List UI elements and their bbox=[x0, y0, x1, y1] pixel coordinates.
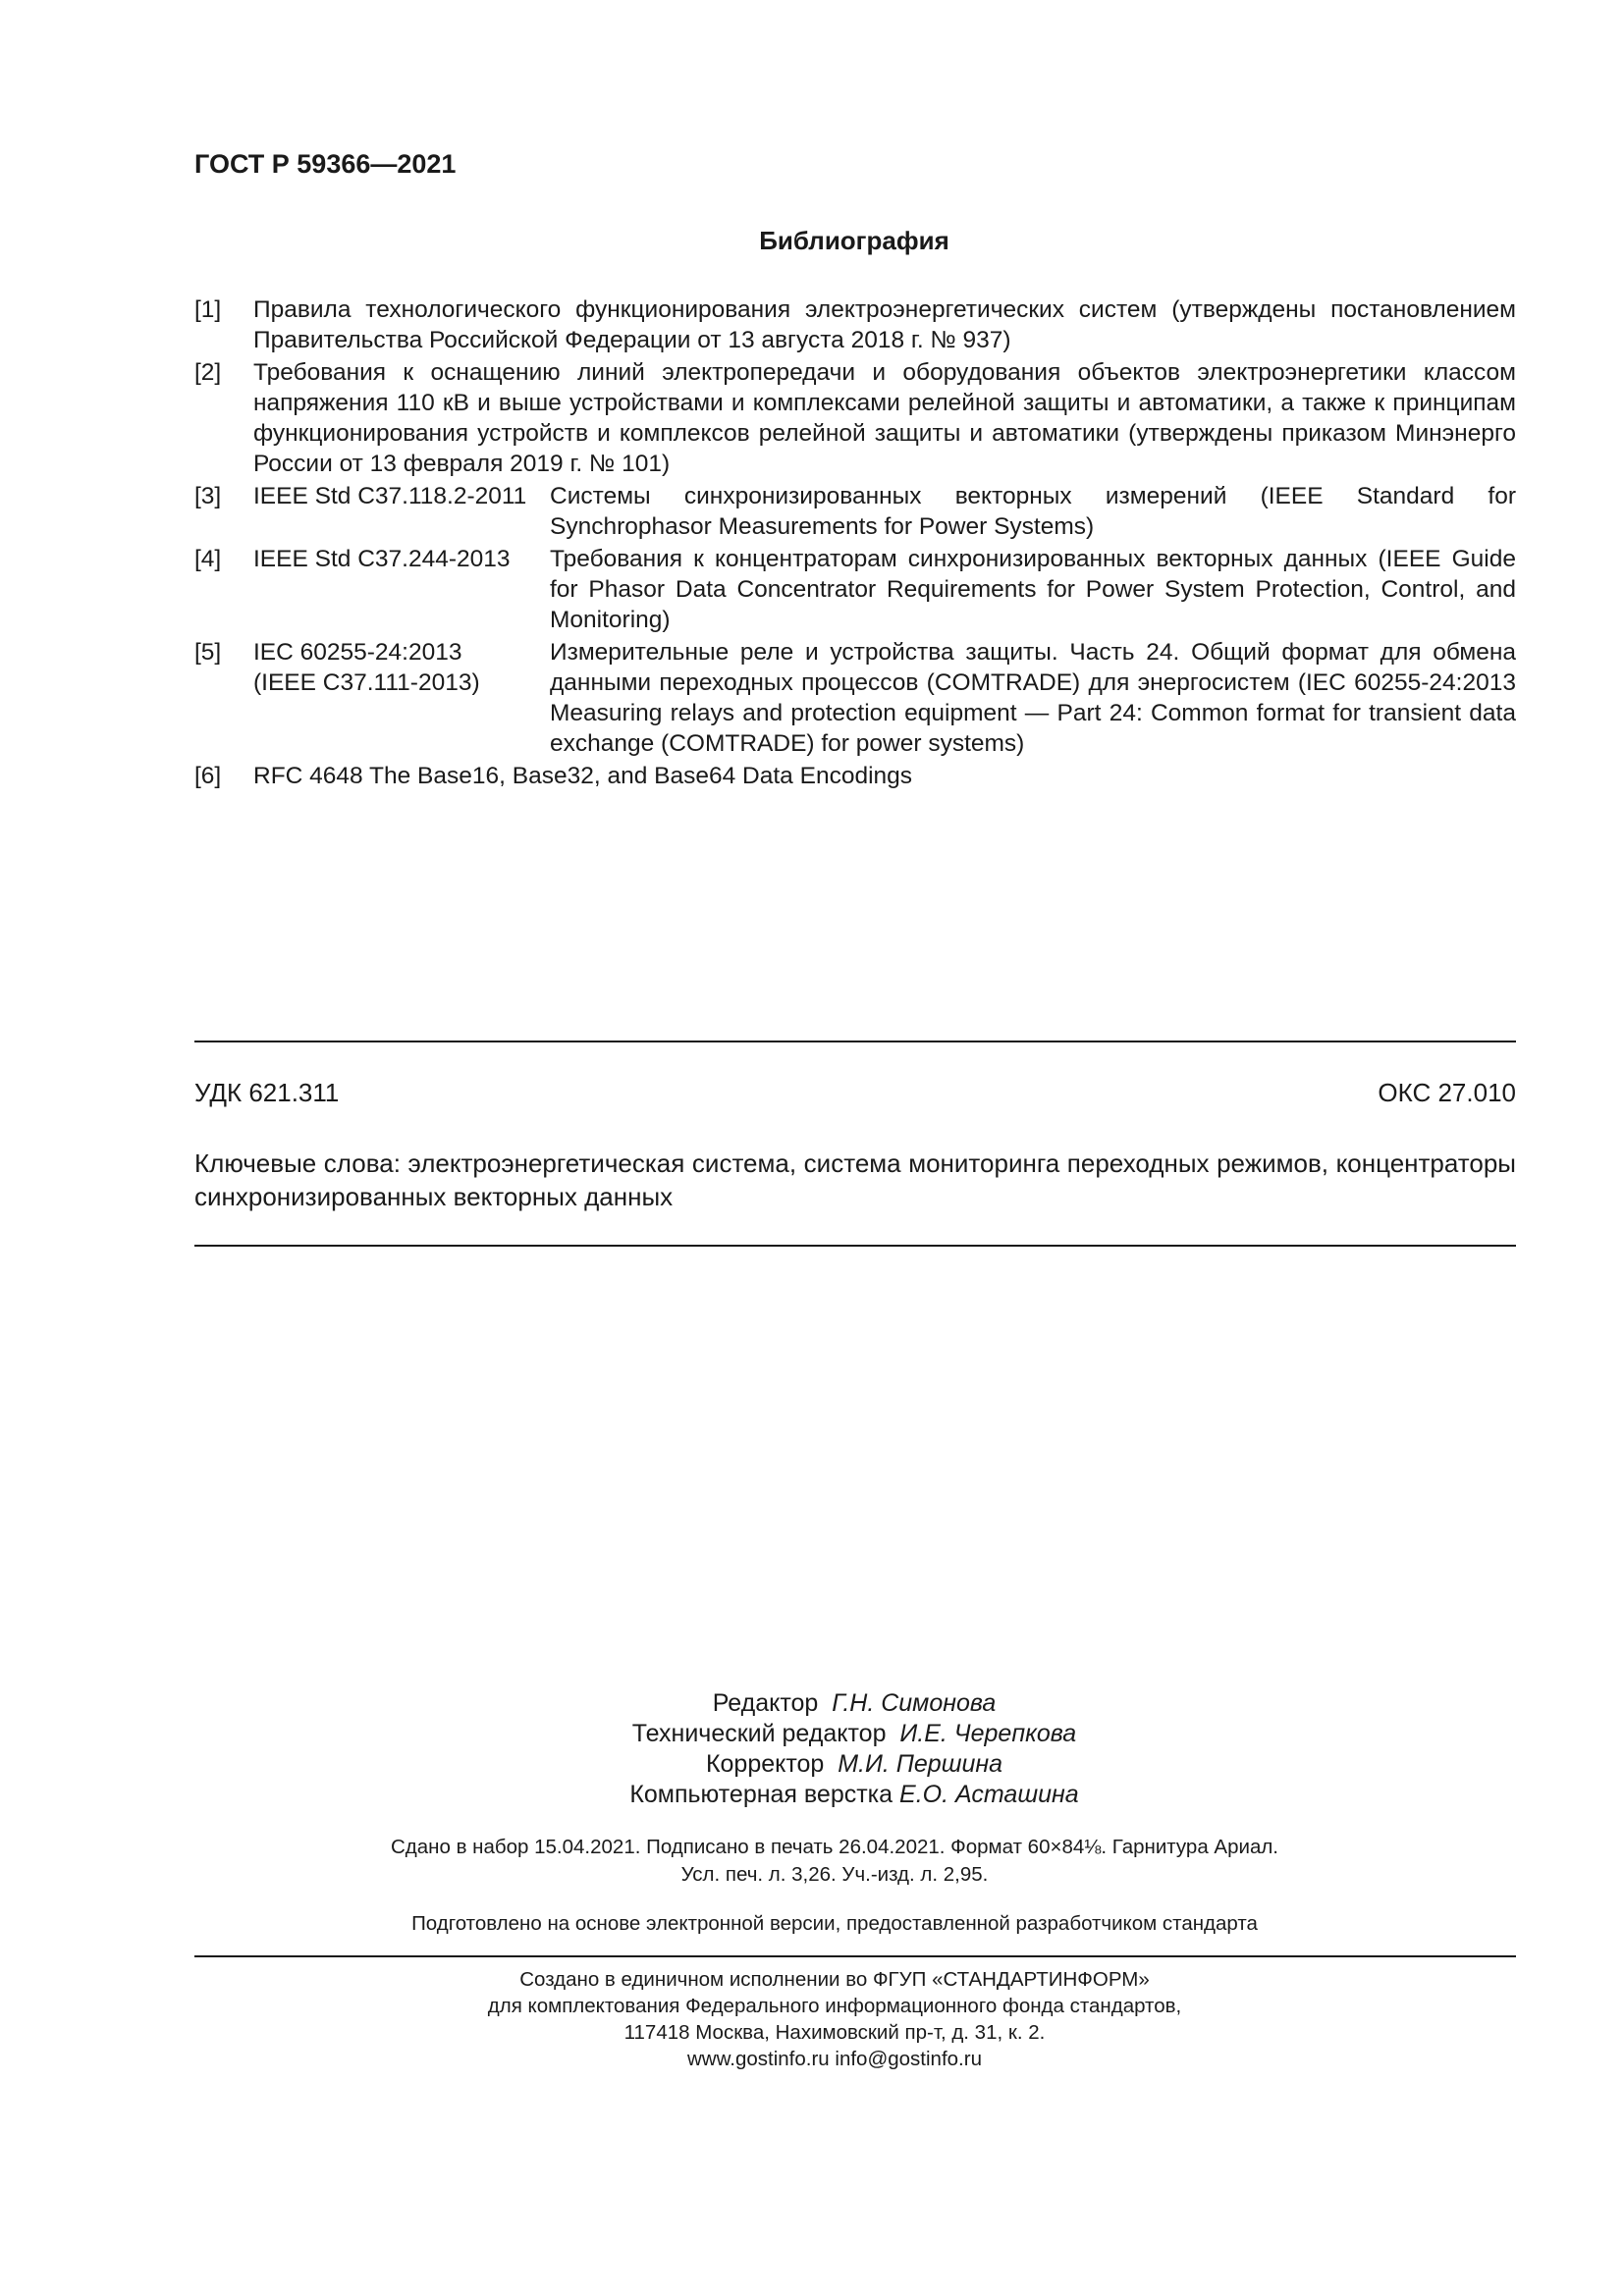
imprint-line: 117418 Москва, Нахимовский пр-т, д. 31, к. 2. bbox=[623, 2021, 1046, 2044]
credit-line bbox=[628, 1749, 1080, 1780]
entry-text: Правила технологического функционирования электроэнергетических систем (утверждены постановлением Правительства Российской Федерации от 13 августа 2018 г. № 937) bbox=[253, 296, 1516, 353]
bibliography-entry bbox=[194, 761, 1516, 791]
entry-code-primary: IEC 60255-24:2013 bbox=[253, 639, 462, 666]
credit-name: М.И. Першина bbox=[838, 1750, 1003, 1778]
document-code: ГОСТ Р 59366—2021 bbox=[194, 149, 457, 179]
entry-number: [3] bbox=[194, 483, 222, 509]
bibliography-entry bbox=[194, 294, 1516, 355]
entry-code-secondary: (IEEE C37.111-2013) bbox=[253, 669, 480, 696]
entry-text: Системы синхронизированных векторных измерений (IEEE Standard for Synchrophasor Measurements for Power Systems) bbox=[550, 483, 1516, 540]
entry-number: [1] bbox=[194, 296, 222, 323]
entry-code: IEEE Std C37.244-2013 bbox=[253, 546, 511, 572]
prepared-note: Подготовлено на основе электронной версии, предоставленной разработчиком стандарта bbox=[411, 1912, 1258, 1935]
imprint-line: для комплектования Федерального информационного фонда стандартов, bbox=[487, 1995, 1182, 2017]
bibliography-entry bbox=[194, 481, 1516, 542]
divider-imprint bbox=[194, 1955, 1516, 1957]
bibliography-entry bbox=[194, 637, 1516, 759]
bibliography-list bbox=[194, 294, 1516, 793]
entry-number: [4] bbox=[194, 546, 222, 572]
bibliography-entry bbox=[194, 357, 1516, 479]
credit-role: Технический редактор bbox=[631, 1720, 887, 1747]
divider-top bbox=[194, 1041, 1516, 1042]
print-info bbox=[295, 1834, 1375, 1889]
entry-text: Требования к оснащению линий электропередачи и оборудования объектов электроэнергетики классом напряжения 110 кВ и выше устройствами и комплексами релейной защиты и автоматики, а также к принципам функционирования устройств и комплексов релейной защиты и автоматики (утверждены приказом Минэнерго России от 13 февраля 2019 г. № 101) bbox=[253, 359, 1516, 477]
entry-text: Требования к концентраторам синхронизированных векторных данных (IEEE Guide for Phasor Data Concentrator Requirements for Power System Protection, Control, and Monitoring) bbox=[550, 546, 1516, 633]
divider-keywords bbox=[194, 1245, 1516, 1247]
credit-line bbox=[628, 1780, 1080, 1810]
imprint-block bbox=[393, 1966, 1276, 2072]
credit-role: Компьютерная верстка bbox=[629, 1781, 893, 1808]
imprint-line: Создано в единичном исполнении во ФГУП «СТАНДАРТИНФОРМ» bbox=[519, 1968, 1150, 1991]
entry-code bbox=[253, 637, 550, 759]
credit-name: Е.О. Асташина bbox=[899, 1781, 1079, 1808]
bibliography-title: Библиография bbox=[759, 226, 949, 255]
keywords: Ключевые слова: электроэнергетическая система, система мониторинга переходных режимов, концентраторы синхронизированных векторных данных bbox=[194, 1148, 1516, 1211]
entry-code: IEEE Std C37.118.2-2011 bbox=[253, 483, 527, 509]
credits-block bbox=[628, 1688, 1080, 1810]
entry-text: RFC 4648 The Base16, Base32, and Base64 Data Encodings bbox=[253, 763, 913, 789]
entry-number: [6] bbox=[194, 763, 222, 789]
print-info-line: Сдано в набор 15.04.2021. Подписано в печать 26.04.2021. Формат 60×84⅛. Гарнитура Ариал. bbox=[390, 1836, 1278, 1858]
credit-name: Г.Н. Симонова bbox=[832, 1689, 997, 1717]
oks-code: ОКС 27.010 bbox=[1378, 1078, 1516, 1107]
print-info-line: Усл. печ. л. 3,26. Уч.-изд. л. 2,95. bbox=[680, 1863, 989, 1886]
credit-role: Корректор bbox=[705, 1750, 825, 1778]
udk-code: УДК 621.311 bbox=[194, 1078, 340, 1107]
bibliography-entry bbox=[194, 544, 1516, 635]
credit-name: И.Е. Черепкова bbox=[899, 1720, 1077, 1747]
credit-line bbox=[628, 1719, 1080, 1749]
credit-line bbox=[628, 1688, 1080, 1719]
imprint-line: www.gostinfo.ru info@gostinfo.ru bbox=[687, 2048, 982, 2070]
entry-number: [2] bbox=[194, 359, 222, 386]
entry-text: Измерительные реле и устройства защиты. Часть 24. Общий формат для обмена данными переходных процессов (COMTRADE) для энергосистем (IEC 60255-24:2013 Measuring relays and protection equipment — Part 24: Common format for transient data exchange (COMTRADE) for power systems) bbox=[550, 639, 1516, 757]
entry-number: [5] bbox=[194, 639, 222, 666]
credit-role: Редактор bbox=[712, 1689, 819, 1717]
